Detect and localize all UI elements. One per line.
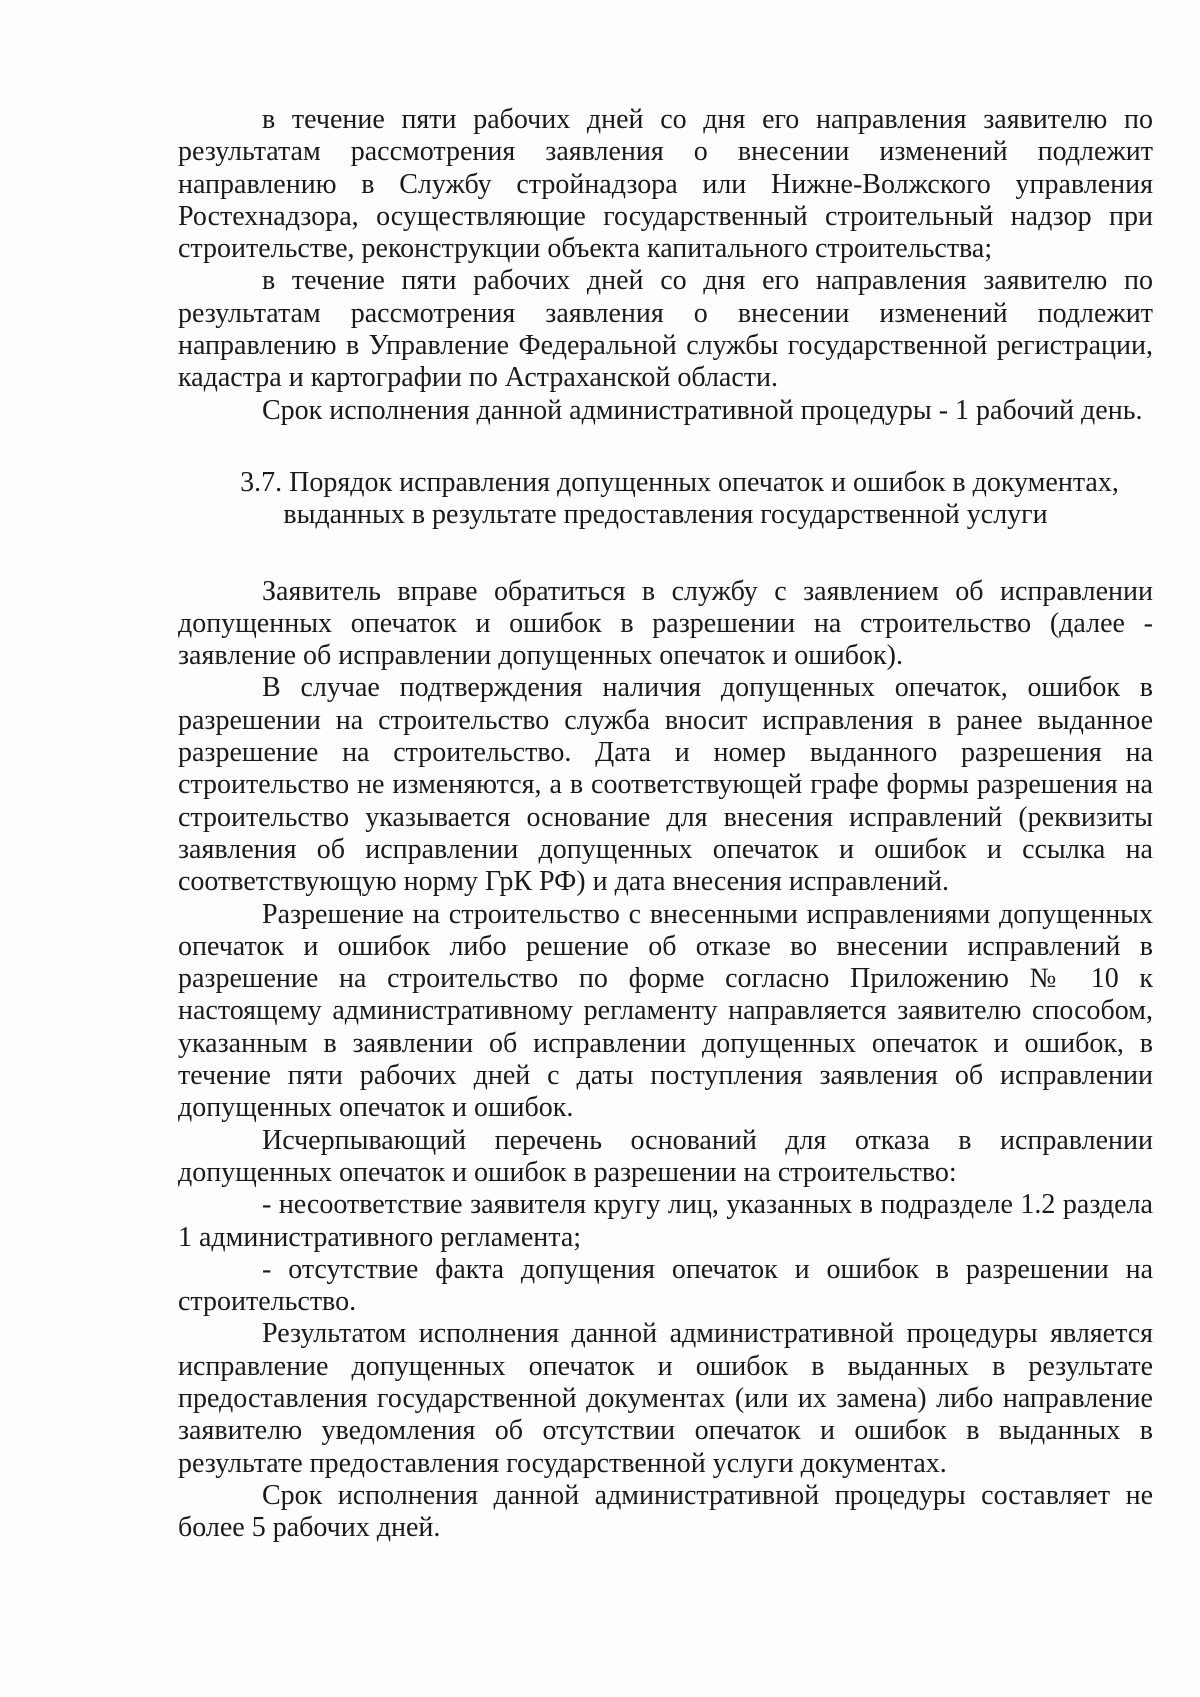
paragraph-3: Разрешение на строительство с внесенными исправлениями допущенных опечаток и ошибок либо решение об отказе во внесении исправлений в разрешение на строительство по форме согласно Приложению № 10 к настоящему административному регламенту направляется заявителю способом, указанным в заявлении об исправлении допущенных опечаток и ошибок, в течение пяти рабочих дней с даты поступления заявления об исправлении допущенных опечаток и ошибок.	[178, 898, 1153, 1124]
paragraph-5: Результатом исполнения данной административной процедуры является исправление допущенных опечаток и ошибок в выданных в результате предоставления государственной документах (или их замена) либо направление заявителю уведомления об отсутствии опечаток и ошибок в выданных в результате предоставления государственной услуги документах.	[178, 1318, 1153, 1479]
section-heading	[178, 467, 1153, 532]
section-heading-line-2: выданных в результате предоставления государственной услуги	[283, 499, 1048, 531]
paragraph-intro-2: в течение пяти рабочих дней со дня его направления заявителю по результатам рассмотрения заявления о внесении изменений подлежит направлению в Управление Федеральной службы государственной регистрации, кадастра и картографии по Астраханской области.	[178, 265, 1153, 394]
list-item-2: - отсутствие факта допущения опечаток и ошибок в разрешении на строительство.	[178, 1253, 1153, 1318]
paragraph-1: Заявитель вправе обратиться в службу с заявлением об исправлении допущенных опечаток и ошибок в разрешении на строительство (далее - заявление об исправлении допущенных опечаток и ошибок).	[178, 575, 1153, 672]
paragraph-4: Исчерпывающий перечень оснований для отказа в исправлении допущенных опечаток и ошибок в разрешении на строительство:	[178, 1124, 1153, 1188]
list-item-1: - несоответствие заявителя кругу лиц, указанных в подразделе 1.2 раздела 1 административного регламента;	[178, 1189, 1153, 1253]
section-heading-line-1: 3.7. Порядок исправления допущенных опечаток и ошибок в документах,	[240, 466, 1119, 498]
document-body	[178, 104, 1153, 1544]
paragraph-2: В случае подтверждения наличия допущенных опечаток, ошибок в разрешении на строительство служба вносит исправления в ранее выданное разрешение на строительство. Дата и номер выданного разрешения на строительство не изменяются, а в соответствующей графе формы разрешения на строительство указывается основание для внесения исправлений (реквизиты заявления об исправлении допущенных опечаток и ошибок и ссылка на соответствующую норму ГрК РФ) и дата внесения исправлений.	[178, 672, 1153, 898]
paragraph-6: Срок исполнения данной административной процедуры составляет не более 5 рабочих дней.	[178, 1479, 1153, 1544]
paragraph-intro-1: в течение пяти рабочих дней со дня его направления заявителю по результатам рассмотрения заявления о внесении изменений подлежит направлению в Службу стройнадзора или Нижне-Волжского управления Ростехнадзора, осуществляющие государственный строительный надзор при строительстве, реконструкции объекта капитального строительства;	[178, 104, 1153, 265]
paragraph-intro-3: Срок исполнения данной административной процедуры - 1 рабочий день.	[262, 394, 1143, 426]
